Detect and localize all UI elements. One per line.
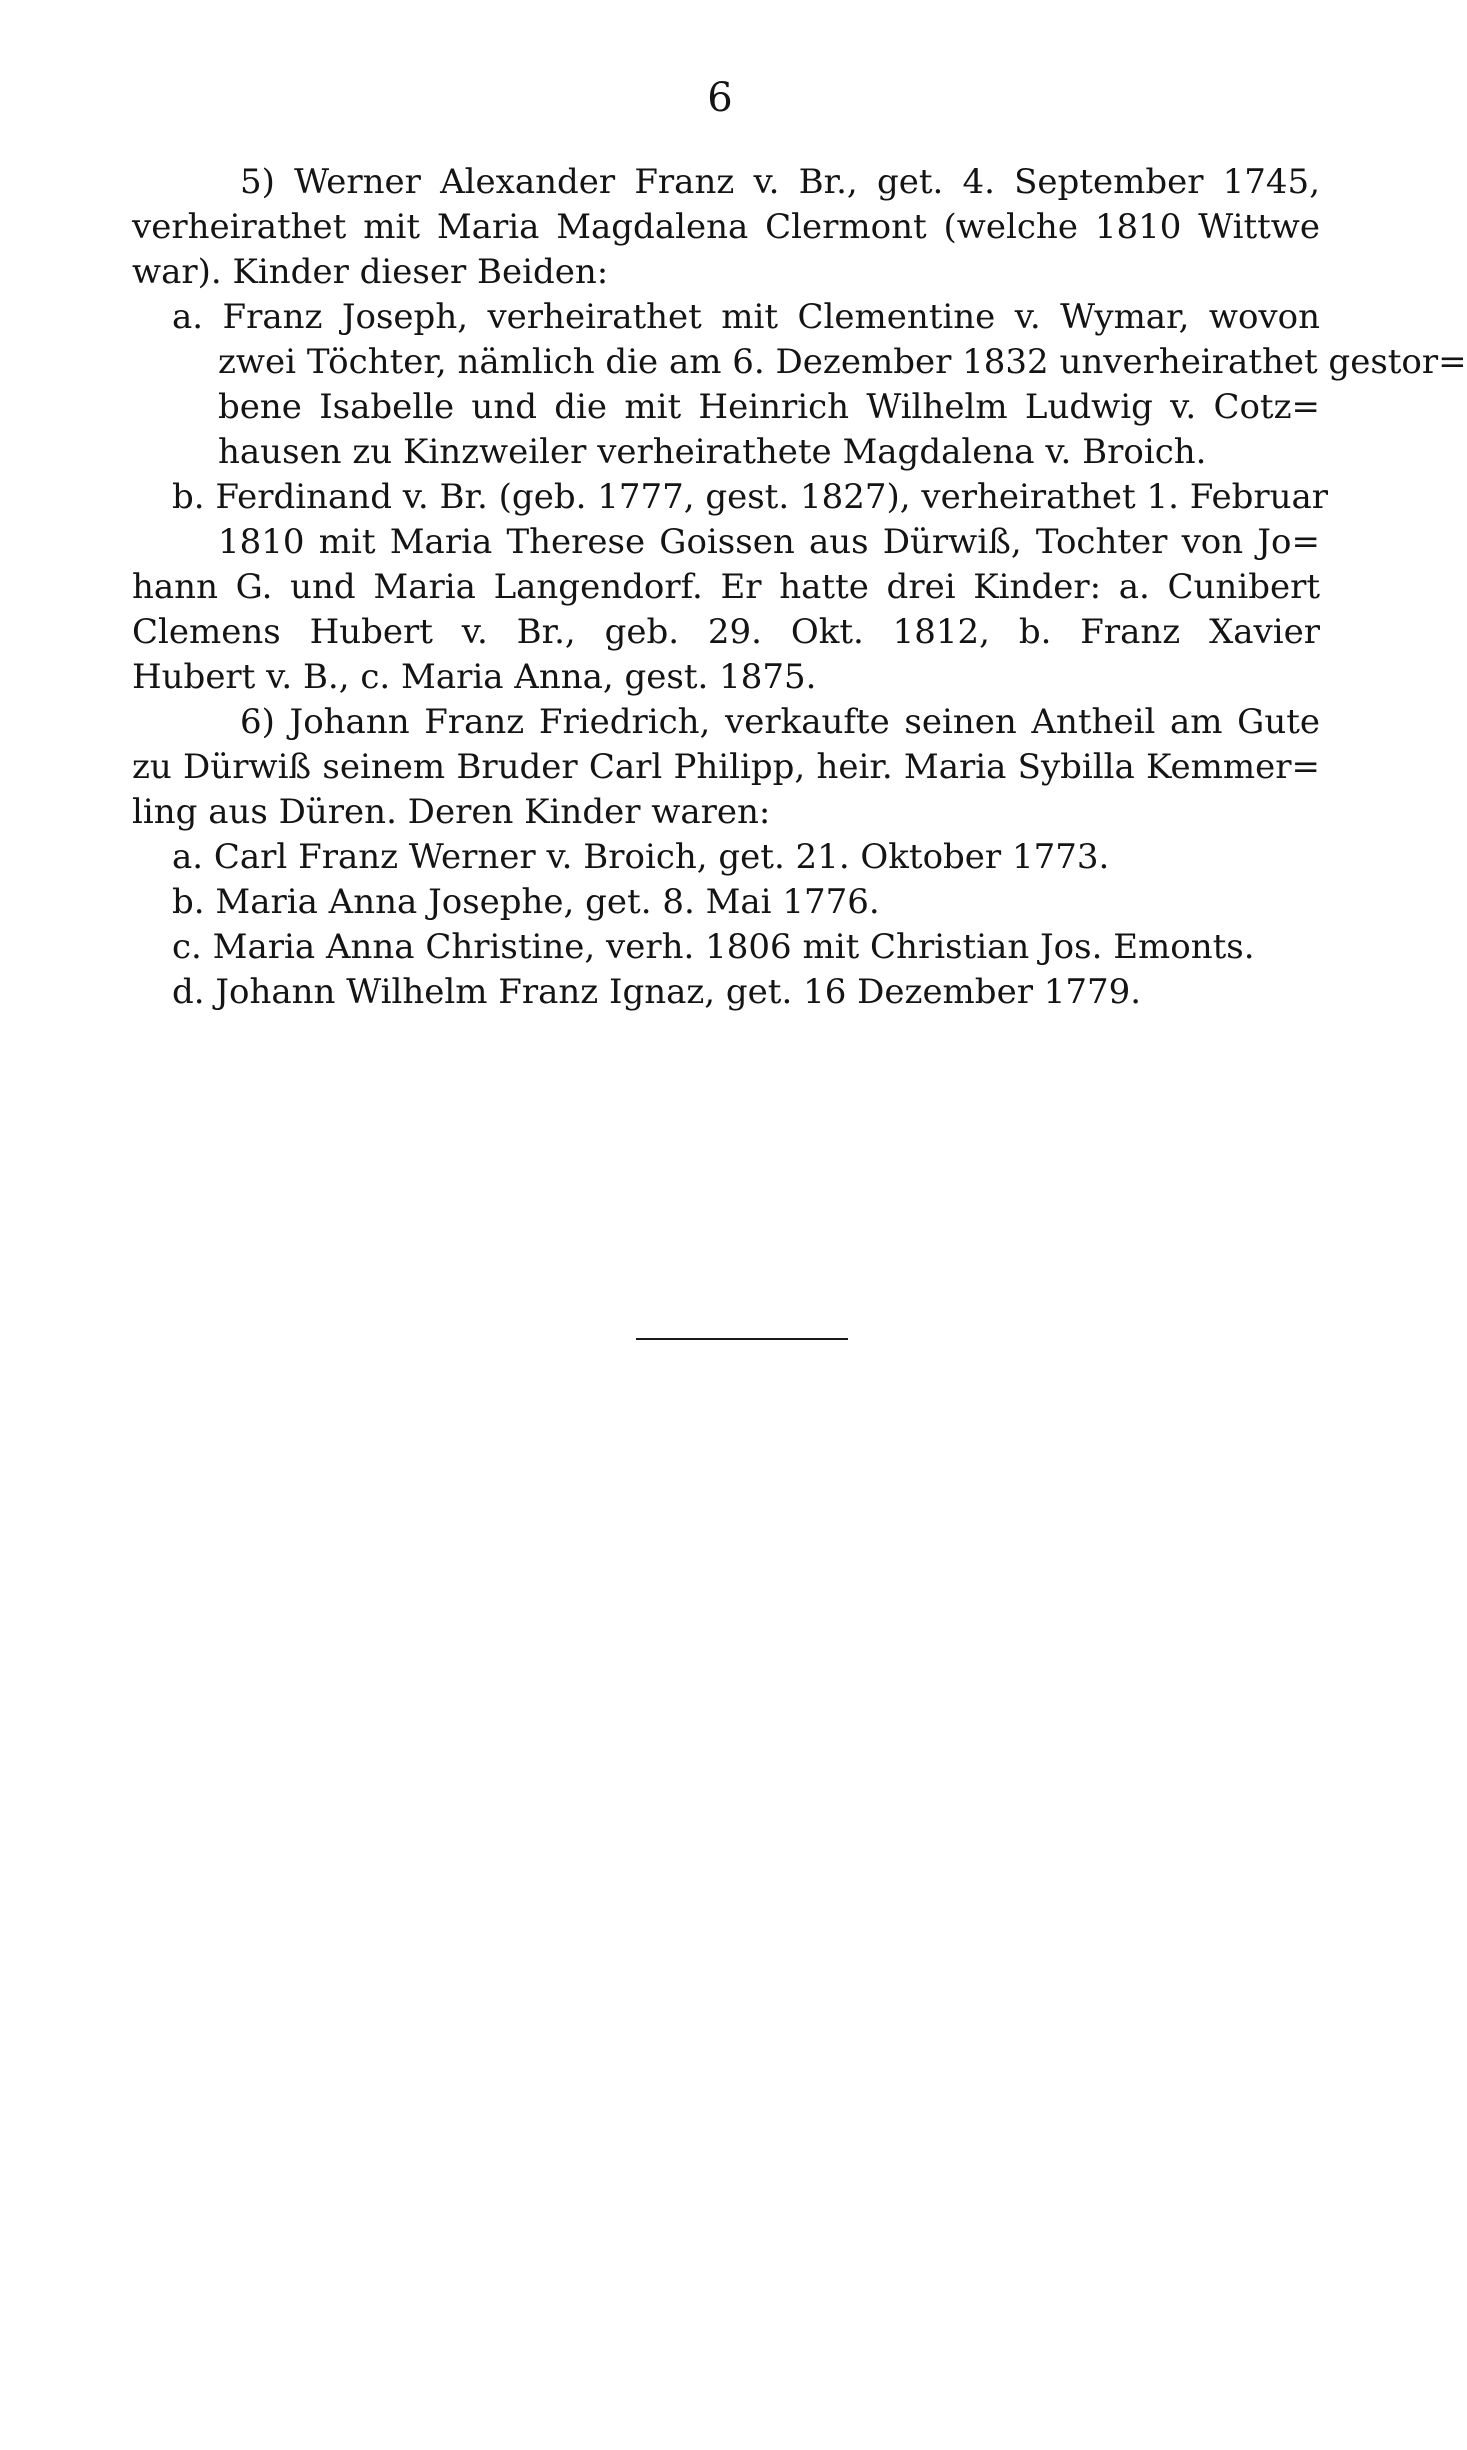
paragraph-5-line-1: 5) Werner Alexander Franz v. Br., get. 4. September 1745, (240, 162, 1320, 202)
paragraph-5-line-3: war). Kinder dieser Beiden: (132, 252, 609, 292)
child-a: a. Carl Franz Werner v. Broich, get. 21. Oktober 1773. (172, 837, 1110, 877)
paragraph-6-line-3: ling aus Düren. Deren Kinder waren: (132, 792, 771, 832)
item-a-line-2: zwei Töchter, nämlich die am 6. Dezember 1832 unverheirathet gestor= (218, 342, 1467, 382)
item-a-line-3: bene Isabelle und die mit Heinrich Wilhelm Ludwig v. Cotz= (218, 387, 1320, 427)
item-a-line-1: a. Franz Joseph, verheirathet mit Clementine v. Wymar, wovon (172, 297, 1320, 337)
paragraph-5-line-2: verheirathet mit Maria Magdalena Clermont (welche 1810 Wittwe (132, 207, 1320, 247)
item-a-line-4: hausen zu Kinzweiler verheirathete Magdalena v. Broich. (218, 432, 1207, 472)
child-d: d. Johann Wilhelm Franz Ignaz, get. 16 Dezember 1779. (172, 972, 1142, 1012)
end-rule (636, 1338, 848, 1340)
item-b-line-2: 1810 mit Maria Therese Goissen aus Dürwiß, Tochter von Jo= (218, 522, 1320, 562)
item-b-line-4: Clemens Hubert v. Br., geb. 29. Okt. 1812, b. Franz Xavier (132, 612, 1320, 652)
child-c: c. Maria Anna Christine, verh. 1806 mit Christian Jos. Emonts. (172, 927, 1255, 967)
item-b-line-3: hann G. und Maria Langendorf. Er hatte drei Kinder: a. Cunibert (132, 567, 1320, 607)
paragraph-6-line-2: zu Dürwiß seinem Bruder Carl Philipp, heir. Maria Sybilla Kemmer= (132, 747, 1320, 787)
page-number: 6 (707, 75, 733, 121)
item-b-line-1: b. Ferdinand v. Br. (geb. 1777, gest. 1827), verheirathet 1. Februar (172, 477, 1329, 517)
item-b-line-5: Hubert v. B., c. Maria Anna, gest. 1875. (132, 657, 817, 697)
child-b: b. Maria Anna Josephe, get. 8. Mai 1776. (172, 882, 880, 922)
paragraph-6-line-1: 6) Johann Franz Friedrich, verkaufte seinen Antheil am Gute (240, 702, 1320, 742)
text-block (132, 160, 1467, 1015)
